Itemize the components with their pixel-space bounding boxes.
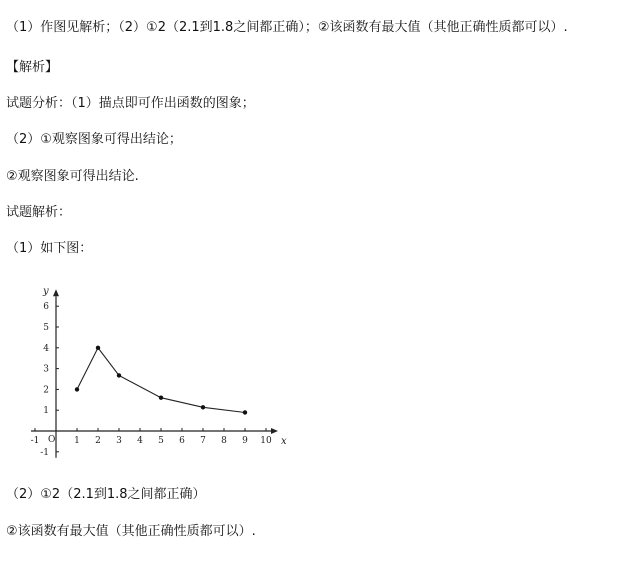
y-tick-label: 2: [43, 385, 49, 396]
analysis-part2-2: ②观察图象可得出结论.: [6, 169, 139, 184]
answer-line: （1）作图见解析；（2）①2（2.1到1.8之间都正确）；②该函数有最大值（其他正确性质都可以）.: [6, 20, 568, 35]
y-tick-label: 6: [43, 302, 49, 313]
y-axis-label: y: [43, 286, 49, 298]
x-axis-label: x: [281, 436, 287, 447]
y-axis-arrow: [53, 289, 59, 296]
analysis-part1: 试题分析：（1）描点即可作出函数的图象；: [6, 96, 255, 111]
origin-label: O: [48, 435, 56, 445]
analysis-part2-1: （2）①观察图象可得出结论；: [6, 132, 182, 147]
x-axis-arrow: [271, 428, 278, 434]
solution-heading: 试题解析：: [6, 205, 72, 220]
data-point: [243, 410, 247, 414]
x-tick-label: 4: [137, 436, 143, 446]
y-tick-label: 1: [43, 406, 49, 417]
x-tick-label: -1: [30, 436, 40, 446]
x-tick-label: 2: [95, 436, 101, 446]
analysis-heading: 【解析】: [6, 60, 59, 75]
data-point: [159, 396, 163, 400]
solution-part2-1: （2）①2（2.1到1.8之间都正确）: [6, 487, 206, 502]
data-point: [96, 346, 100, 350]
data-point: [117, 373, 121, 377]
data-point: [75, 387, 79, 391]
x-tick-label: 3: [116, 436, 122, 446]
y-tick-label: 3: [43, 364, 49, 375]
x-tick-label: 6: [179, 436, 185, 446]
series-line: [77, 348, 245, 413]
x-tick-label: 5: [158, 436, 164, 446]
solution-part1: （1）如下图：: [6, 241, 93, 256]
x-tick-label: 10: [260, 436, 272, 446]
y-tick-label: -1: [40, 447, 49, 458]
y-tick-label: 5: [43, 323, 49, 333]
y-tick-label: 4: [43, 343, 49, 354]
solution-part2-2: ②该函数有最大值（其他正确性质都可以）.: [6, 524, 256, 539]
function-graph: [24, 278, 300, 466]
data-point: [201, 405, 205, 409]
x-tick-label: 9: [242, 436, 248, 446]
x-tick-label: 1: [74, 436, 80, 446]
x-tick-label: 7: [200, 436, 206, 446]
x-tick-label: 8: [221, 436, 227, 446]
